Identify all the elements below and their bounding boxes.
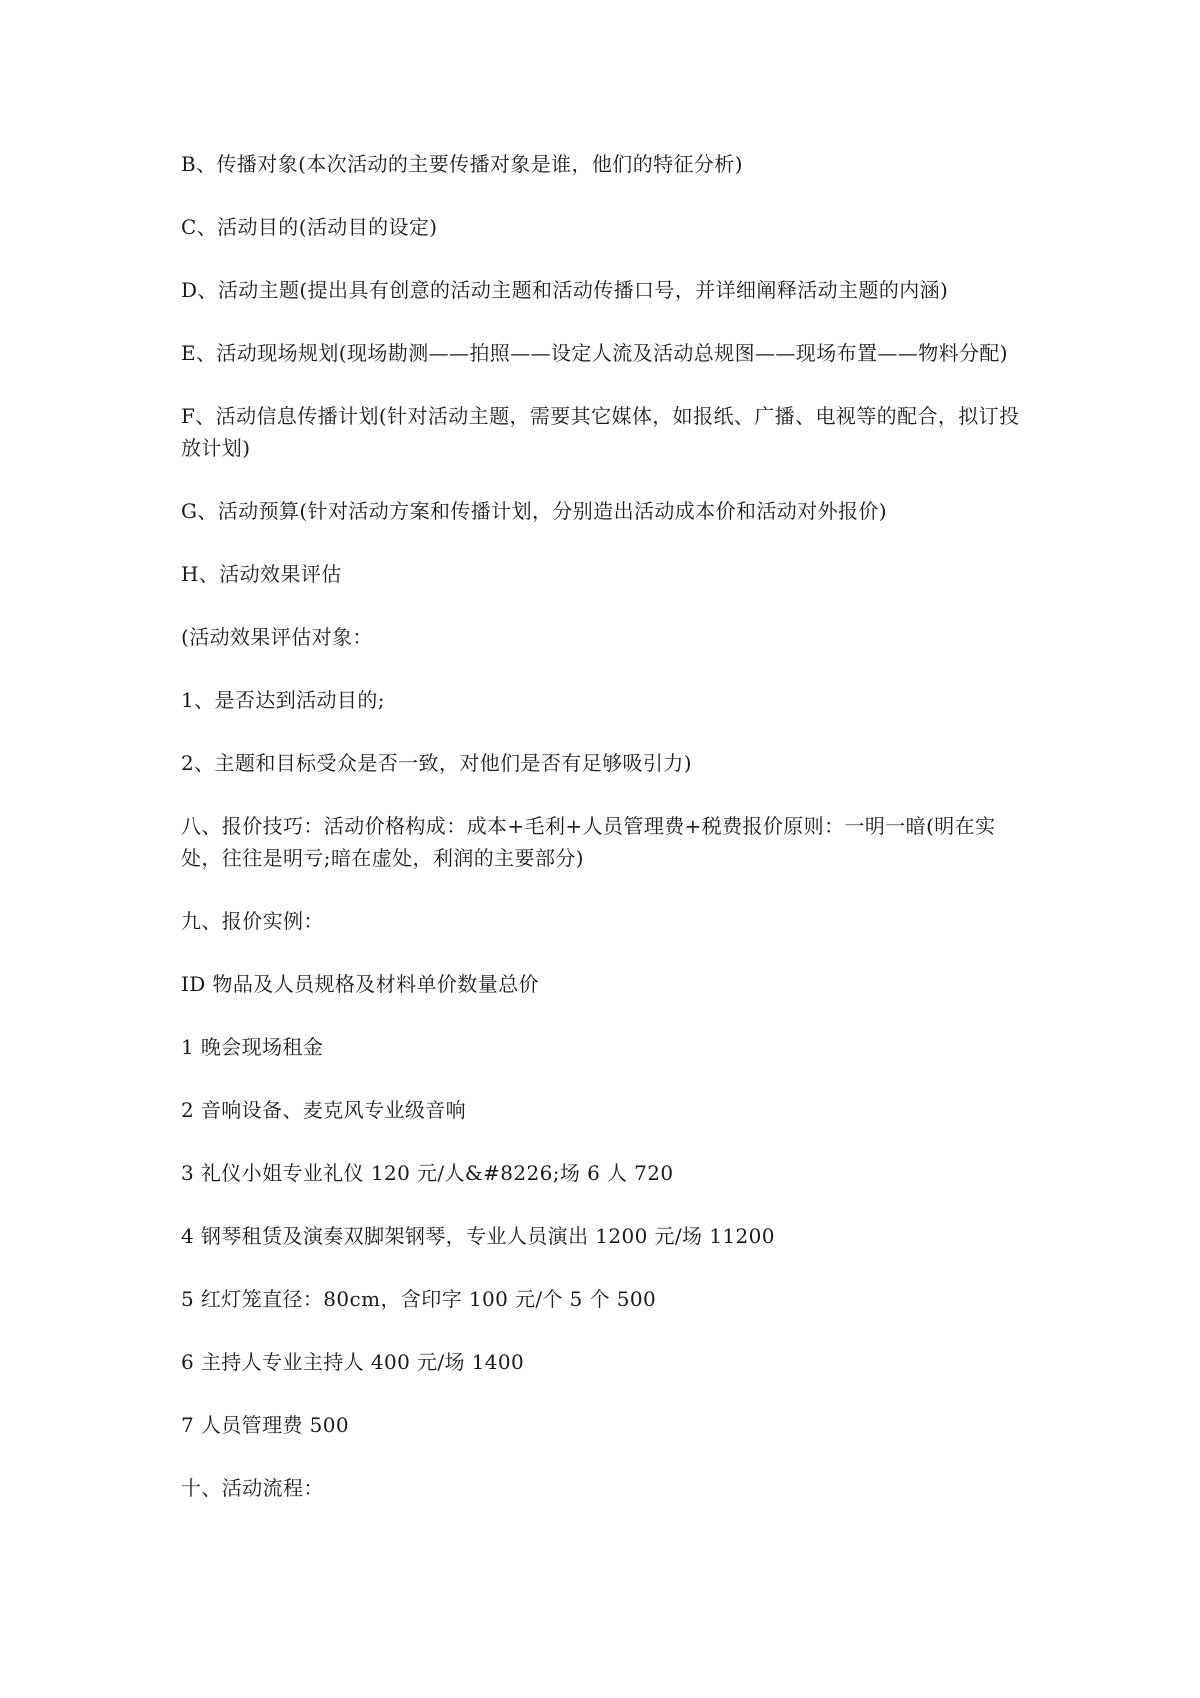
paragraph-purpose: C、活动目的(活动目的设定) bbox=[181, 215, 438, 239]
paragraph-quote-row-4: 4 钢琴租赁及演奏双脚架钢琴，专业人员演出 1200 元/场 11200 bbox=[181, 1224, 775, 1248]
paragraph-evaluation-item-1: 1、是否达到活动目的; bbox=[181, 688, 385, 712]
paragraph-process-heading: 十、活动流程： bbox=[181, 1476, 324, 1500]
paragraph-quote-row-1: 1 晚会现场租金 bbox=[181, 1035, 324, 1059]
paragraph-evaluation-targets: (活动效果评估对象： bbox=[181, 625, 373, 649]
paragraph-theme: D、活动主题(提出具有创意的活动主题和活动传播口号，并详细阐释活动主题的内涵) bbox=[181, 278, 949, 302]
paragraph-quote-tips: 八、报价技巧：活动价格构成：成本+毛利+人员管理费+税费报价原则：一明一暗(明在实处，往往是明亏;暗在虚处，利润的主要部分) bbox=[181, 814, 996, 870]
paragraph-evaluation: H、活动效果评估 bbox=[181, 562, 342, 586]
paragraph-quote-row-2: 2 音响设备、麦克风专业级音响 bbox=[181, 1098, 467, 1122]
paragraph-quote-row-6: 6 主持人专业主持人 400 元/场 1400 bbox=[181, 1350, 525, 1374]
paragraph-media-plan: F、活动信息传播计划(针对活动主题，需要其它媒体，如报纸、广播、电视等的配合，拟订投放计划) bbox=[181, 404, 1020, 460]
paragraph-quote-row-3: 3 礼仪小姐专业礼仪 120 元/人&#8226;场 6 人 720 bbox=[181, 1161, 674, 1185]
paragraph-quote-row-7: 7 人员管理费 500 bbox=[181, 1413, 350, 1437]
paragraph-budget: G、活动预算(针对活动方案和传播计划，分别造出活动成本价和活动对外报价) bbox=[181, 499, 887, 523]
paragraph-quote-header: ID 物品及人员规格及材料单价数量总价 bbox=[181, 972, 539, 996]
paragraph-site-planning: E、活动现场规划(现场勘测——拍照——设定人流及活动总规图——现场布置——物料分配) bbox=[181, 341, 1009, 365]
paragraph-audience: B、传播对象(本次活动的主要传播对象是谁，他们的特征分析) bbox=[181, 152, 743, 176]
paragraph-quote-row-5: 5 红灯笼直径：80cm，含印字 100 元/个 5 个 500 bbox=[181, 1287, 657, 1311]
paragraph-evaluation-item-2: 2、主题和目标受众是否一致，对他们是否有足够吸引力) bbox=[181, 751, 692, 775]
paragraph-quote-example-heading: 九、报价实例： bbox=[181, 909, 324, 933]
document-body bbox=[181, 148, 1036, 1535]
